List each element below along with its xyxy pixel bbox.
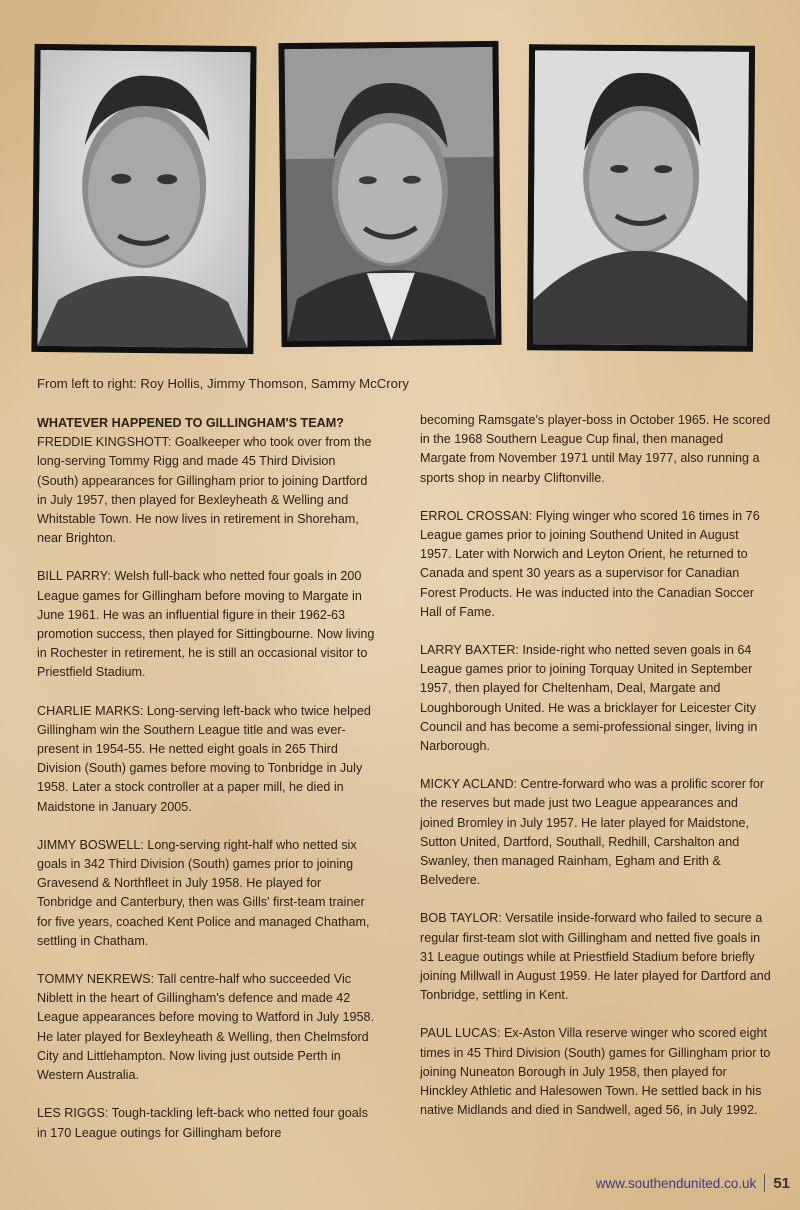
page-number: 51 bbox=[773, 1174, 790, 1192]
player-entry-nekrews: TOMMY NEKREWS: Tall centre-half who succeeded Vic Niblett in the heart of Gillingham's defence and made 42 League appearances before moving to Watford in July 1958. He later played for Bexleyheath & Welling, then Chelmsford City and Littlehampton. Now living just outside Perth in Western Australia. bbox=[37, 972, 374, 1083]
player-entry-acland: MICKY ACLAND: Centre-forward who was a prolific scorer for the reserves but made just two League appearances and joined Bromley in July 1957. He later played for Maidstone, Sutton United, Dartford, Southall, Redhill, Carshalton and Swanley, then managed Rainham, Egham and Erith & Belvedere. bbox=[420, 777, 765, 888]
player-entry-taylor: BOB TAYLOR: Versatile inside-forward who failed to secure a regular first-team slot with Gillingham and netted five goals in 31 League outings while at Priestfield Stadium before briefly joining Millwall in August 1959. He later played for Dartford and Tonbridge, settling in Kent. bbox=[420, 911, 771, 1003]
player-entry-boswell: JIMMY BOSWELL: Long-serving right-half who netted six goals in 342 Third Division (South) games prior to joining Gravesend & Northfleet in July 1958. He played for Tonbridge and Canterbury, then was Gills' first-team trainer for five years, coached Kent Police and managed Chatham, settling in Chatham. bbox=[37, 837, 370, 948]
player-entry-lucas: PAUL LUCAS: Ex-Aston Villa reserve winger who scored eight times in 45 Third Division (South) games for Gillingham prior to joining Nuneaton Borough in July 1958, then played for Hinckley Athletic and Halesowen Town. He settled back in his native Midlands and died in Sandwell, aged 56, in July 1992. bbox=[420, 1026, 771, 1118]
photo-roy-hollis bbox=[31, 44, 256, 354]
player-entry-crossan: ERROL CROSSAN: Flying winger who scored 16 times in 76 League games prior to joining Southend United in August 1957. Later with Norwich and Leyton Orient, he returned to Canada and spent 30 years as a supervisor for Canadian Forest Products. He was inducted into the Canadian Soccer Hall of Fame. bbox=[420, 508, 760, 619]
website-url[interactable]: www.southendunited.co.uk bbox=[595, 1175, 757, 1191]
article-heading: WHATEVER HAPPENED TO GILLINGHAM'S TEAM? bbox=[37, 416, 344, 430]
player-entry-baxter: LARRY BAXTER: Inside-right who netted seven goals in 64 League games prior to joining Torquay United in September 1957, then played for Cheltenham, Deal, Margate and Loughborough United. He was a bricklayer for Leicester City Council and has become a semi-professional singer, living in Narborough. bbox=[420, 643, 758, 754]
photo-sammy-mccrory bbox=[527, 44, 755, 352]
footer-divider bbox=[764, 1174, 765, 1192]
player-entry-riggs: LES RIGGS: Tough-tackling left-back who netted four goals in 170 League outings for Gillingham before bbox=[37, 1106, 368, 1140]
photo-jimmy-thomson bbox=[278, 41, 501, 347]
page-footer bbox=[596, 1174, 790, 1192]
right-column bbox=[420, 411, 772, 1140]
player-entry-kingshott: FREDDIE KINGSHOTT: Goalkeeper who took over from the long-serving Tommy Rigg and made 45 Third Division (South) appearances for Gillingham prior to joining Dartford in July 1957, then played for Bexleyheath & Welling and Whitstable Town. He now lives in retirement in Shoreham, near Brighton. bbox=[37, 435, 372, 546]
player-entry-parry: BILL PARRY: Welsh full-back who netted four goals in 200 League games for Gillingham before moving to Margate in June 1961. He was an influential figure in their 1962-63 promotion success, then played for Sittingbourne. Now living in Rochester in retirement, he is still an occasional visitor to Priestfield Stadium. bbox=[37, 569, 375, 680]
photo-caption: From left to right: Roy Hollis, Jimmy Thomson, Sammy McCrory bbox=[37, 376, 409, 391]
player-entry-marks: CHARLIE MARKS: Long-serving left-back who twice helped Gillingham win the Southern League title and was ever-present in 1954-55. He netted eight goals in 265 Third Division (South) games before moving to Tonbridge in July 1958. Later a stock controller at a paper mill, he died in Maidstone in January 2005. bbox=[37, 703, 371, 814]
left-column bbox=[37, 414, 377, 1162]
player-entry-riggs-continued: becoming Ramsgate's player-boss in October 1965. He scored in the 1968 Southern League Cup final, then managed Margate from November 1971 until May 1977, also running a sports shop in nearby Cliftonville. bbox=[420, 413, 771, 485]
